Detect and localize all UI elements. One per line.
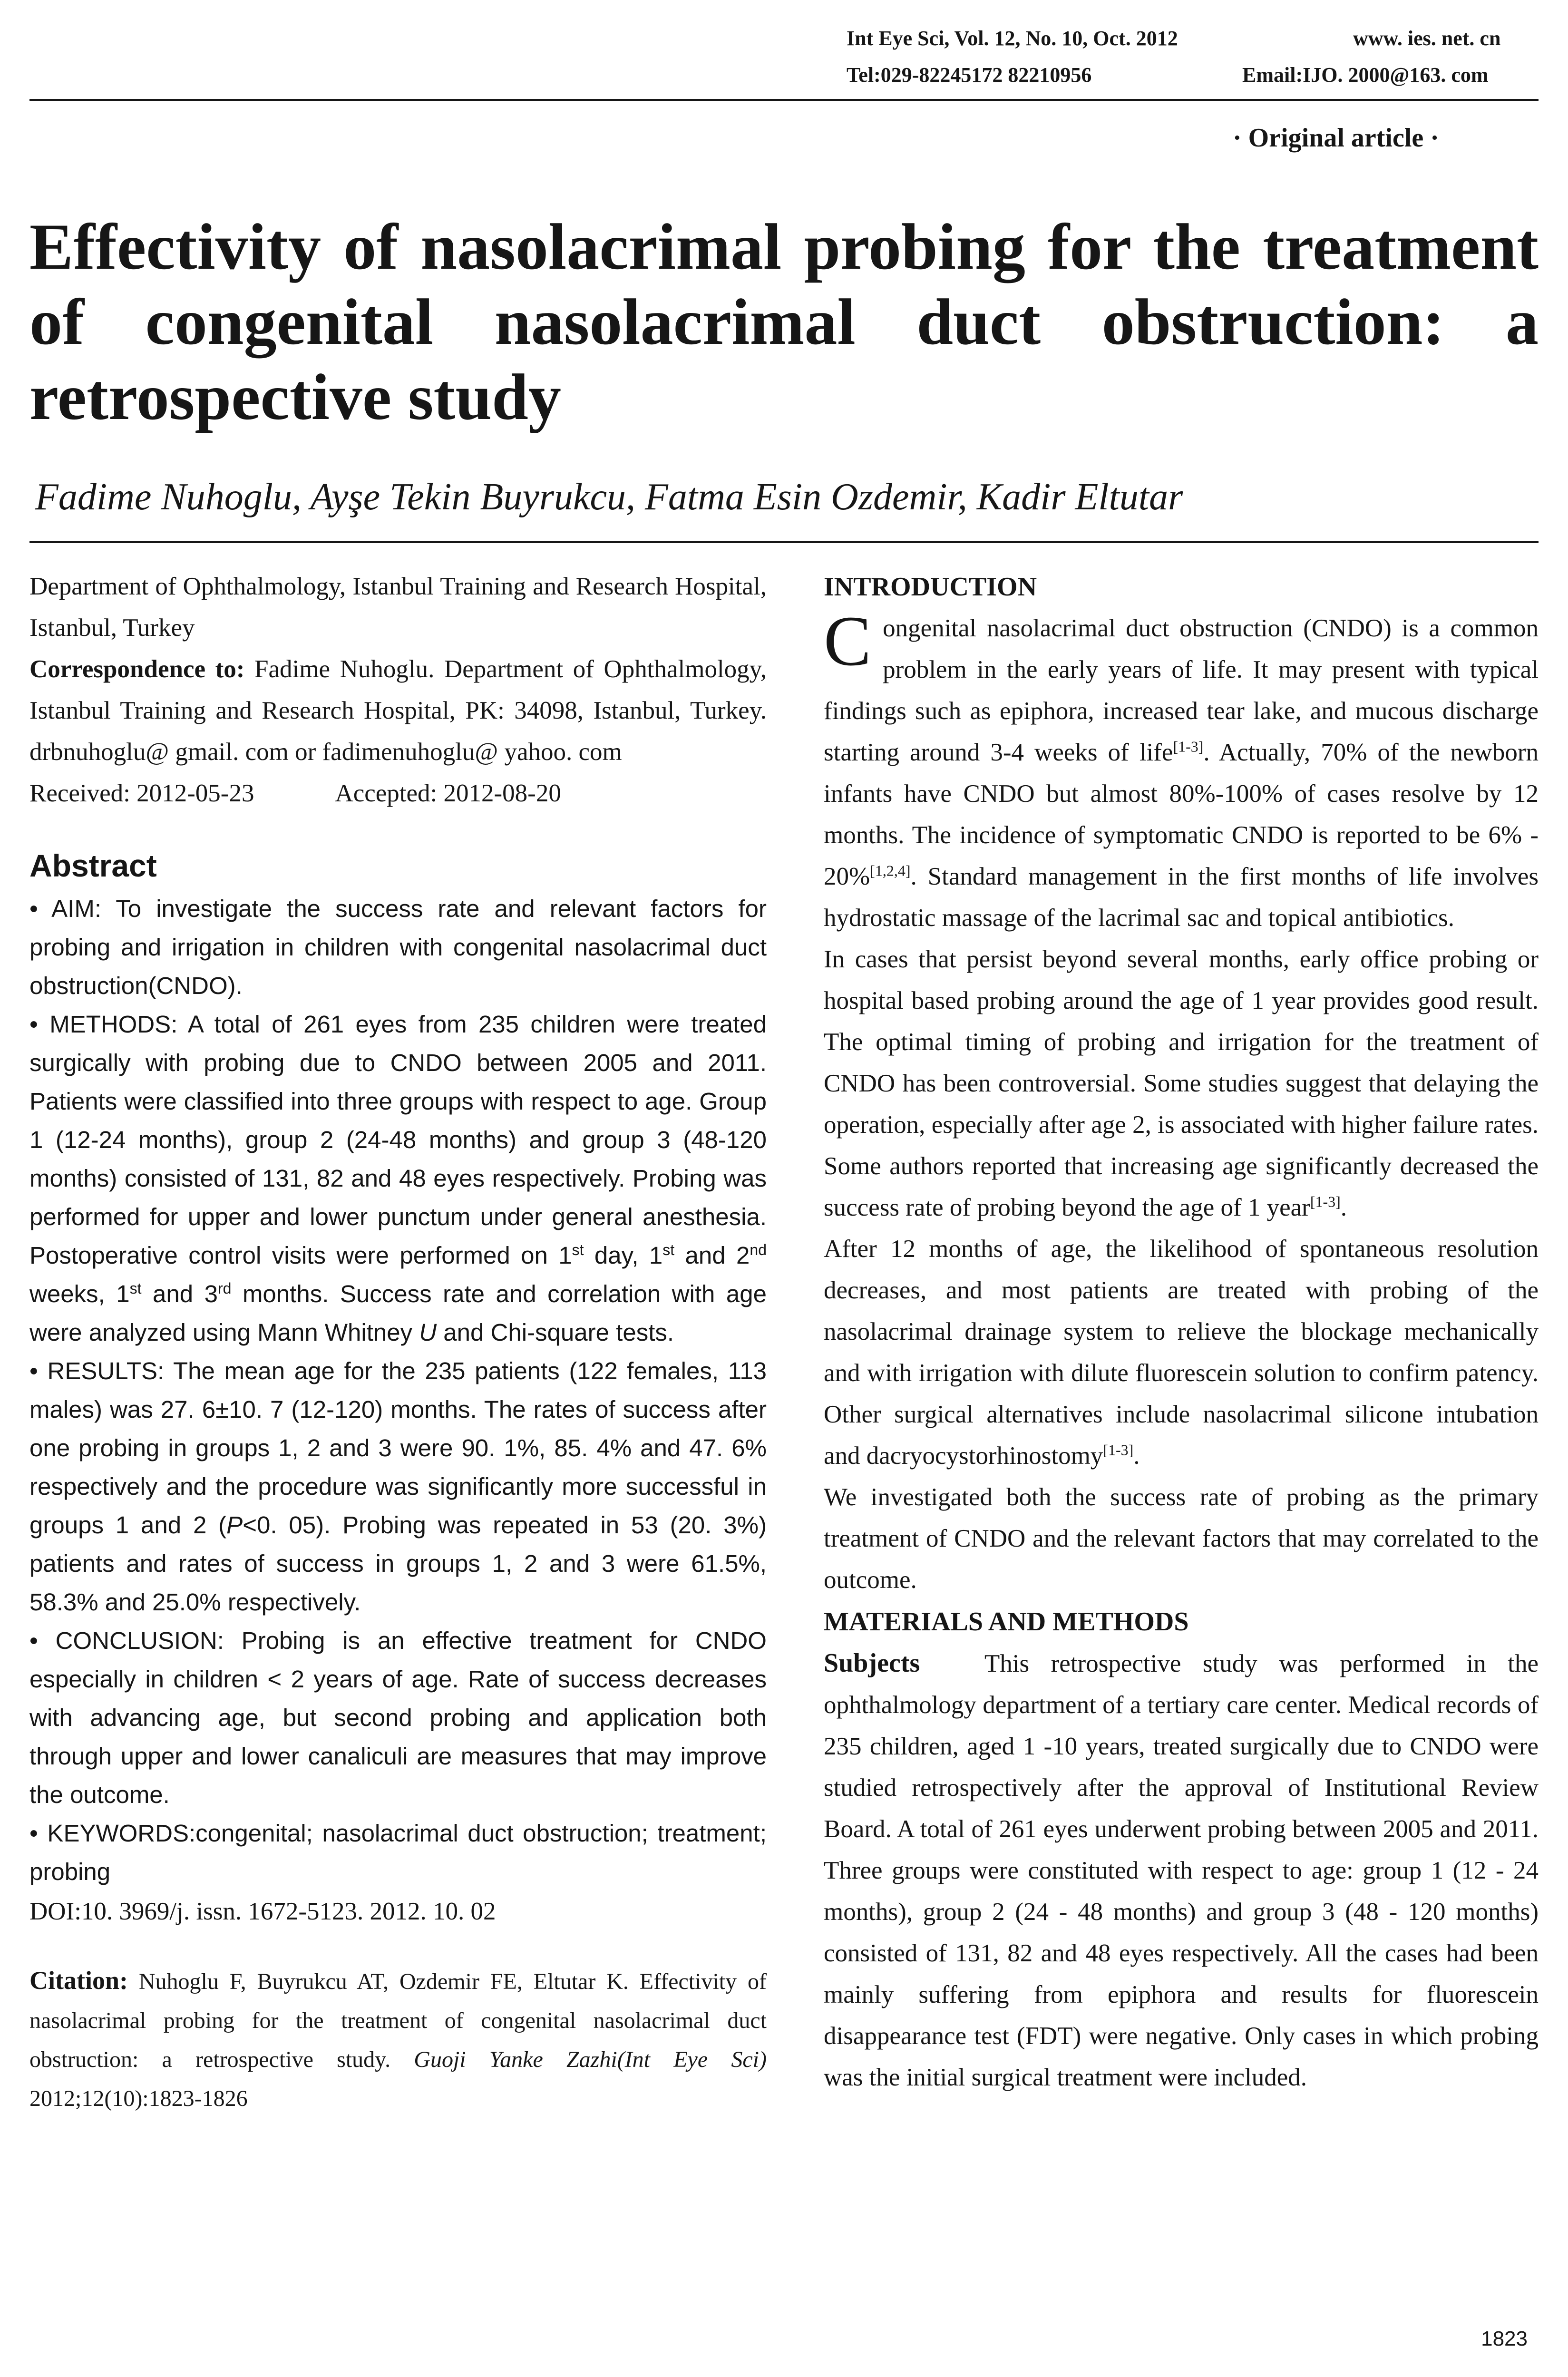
author-list: Fadime Nuhoglu, Ayşe Tekin Buyrukcu, Fatma Esin Ozdemir, Kadir Eltutar <box>35 476 1183 518</box>
conclusion-label: • CONCLUSION: <box>29 1627 224 1654</box>
dates <box>29 773 767 814</box>
citation <box>29 1961 767 2118</box>
subjects-paragraph <box>824 1643 1545 2098</box>
citation-text: Nuhoglu F, Buyrukcu AT, Ozdemir FE, Eltutar K. Effectivity of nasolacrimal probing for the treatment of congenital nasolacrimal duct obstruction: a retrospective study. <box>29 1969 767 2072</box>
journal-info: Int Eye Sci, Vol. 12, No. 10, Oct. 2012 <box>847 27 1178 50</box>
intro-paragraph: We investigated both the success rate of probing as the primary treatment of CNDO and the relevant factors that may correlated to the outcome. <box>824 1483 1539 1594</box>
header-rule <box>29 99 1539 101</box>
journal-email[interactable]: Email:IJO. 2000@163. com <box>1242 63 1489 87</box>
results-label: • RESULTS: <box>29 1357 165 1384</box>
citation-label: Citation: <box>29 1966 128 1995</box>
abstract-aim <box>29 889 767 1005</box>
intro-text: . Standard management in the first months of life involves hydrostatic massage of the lacrimal sac and topical antibiotics. <box>824 863 1539 932</box>
results-p: P <box>226 1511 243 1539</box>
journal-tel: Tel:029-82245172 82210956 <box>847 63 1092 87</box>
intro-paragraph: After 12 months of age, the likelihood of spontaneous resolution decreases, and most patients are treated with probing of the nasolacrimal drainage system to relieve the blockage mechanically and with irrigation with dilute fluorescein solution to confirm patency. Other surgical alternatives include nasolacrimal silicone intubation and dacryocystorhinostomy[1-3]. <box>824 1235 1539 1470</box>
superscript: rd <box>217 1280 232 1297</box>
citation-journal: Guoji Yanke Zazhi(Int Eye Sci) <box>414 2047 767 2072</box>
methods-text: day, 1 <box>584 1242 663 1269</box>
reference[interactable]: [1-3] <box>1103 1441 1134 1459</box>
abstract-methods <box>29 1005 767 1352</box>
superscript: st <box>129 1280 142 1297</box>
methods-heading: MATERIALS AND METHODS <box>824 1607 1189 1637</box>
methods-text: and 3 <box>141 1280 218 1307</box>
journal-website[interactable]: www. ies. net. cn <box>1353 27 1501 50</box>
reference[interactable]: [1-3] <box>1310 1193 1341 1210</box>
subjects-text: This retrospective study was performed in the ophthalmology department of a tertiary care center. Medical records of 235 children, aged 1 -10 years, treated surgically due to CNDO were studied retrospectively after the approval of Institutional Review Board. A total of 261 eyes underwent probing between 2005 and 2011. Three groups were constituted with respect to age: group 1 (12 - 24 months), group 2 (24 - 48 months) and group 3 (48 - 120 months) consisted of 131, 82 and 48 eyes respectively. All the cases had been mainly suffering from epiphora and results for fluorescein disappearance test (FDT) were negative. Only cases in which probing was the initial surgical treatment were included. <box>824 1650 1545 2091</box>
subjects-label: Subjects <box>824 1648 920 1678</box>
superscript: nd <box>750 1241 767 1258</box>
drop-cap: C <box>824 602 872 681</box>
reference[interactable]: [1,2,4] <box>870 862 911 879</box>
correspondence-text: Fadime Nuhoglu. Department of Ophthalmology, Istanbul Training and Research Hospital, PK: 34098, Istanbul, Turkey. drbnuhoglu@ gmail. com or fadimenuhoglu@ yahoo. com <box>29 655 767 766</box>
left-column <box>29 566 767 2118</box>
intro-text: ongenital nasolacrimal duct obstruction (CNDO) is a common problem in the early years of life. It may present with typical findings such as epiphora, increased tear lake, and mucous discharge starting around 3-4 weeks of life <box>824 614 1539 766</box>
accepted-date: Accepted: 2012-08-20 <box>335 779 561 807</box>
methods-text: weeks, 1 <box>29 1280 130 1307</box>
intro-paragraph: In cases that persist beyond several months, early office probing or hospital based probing around the age of 1 year provides good result. The optimal timing of probing and irrigation for the treatment of CNDO has been controversial. Some studies suggest that delaying the operation, especially after age 2, is associated with higher failure rates. Some authors reported that increasing age significantly decreased the success rate of probing beyond the age of 1 year[1-3]. <box>824 945 1539 1221</box>
intro-text: . Actually, 70% of the newborn infants have CNDO but almost 80%-100% of cases resolve by 12 months. The incidence of symptomatic CNDO is reported to be 6% - 20% <box>824 739 1539 890</box>
superscript: st <box>572 1241 584 1258</box>
paper-title: Effectivity of nasolacrimal probing for the treatment of congenital nasolacrimal duct obstruction: a retrospective study <box>29 210 1539 433</box>
intro-text: In cases that persist beyond several months, early office probing or hospital based probing around the age of 1 year provides good result. The optimal timing of probing and irrigation for the treatment of CNDO has been controversial. Some studies suggest that delaying the operation, especially after age 2, is associated with higher failure rates. Some authors reported that increasing age significantly decreased the success rate of probing beyond the age of 1 year <box>824 945 1539 1221</box>
correspondence-label: Correspondence to: <box>29 655 245 683</box>
aim-text: To investigate the success rate and relevant factors for probing and irrigation in children with congenital nasolacrimal duct obstruction(CNDO). <box>29 895 767 999</box>
results-text: The mean age for the 235 patients (122 females, 113 males) was 27. 6±10. 7 (12-120) months. The rates of success after one probing in groups 1, 2 and 3 were 90. 1%, 85. 4% and 47. 6% respectively and the procedure was significantly more successful in groups 1 and 2 ( <box>29 1357 767 1539</box>
page-number: 1823 <box>1481 2327 1528 2350</box>
affiliation: Department of Ophthalmology, Istanbul Training and Research Hospital, Istanbul, Turkey <box>29 573 767 642</box>
doi[interactable]: DOI:10. 3969/j. issn. 1672-5123. 2012. 10. 02 <box>29 1898 496 1925</box>
methods-label: • METHODS: <box>29 1011 178 1038</box>
methods-text: and Chi-square tests. <box>437 1319 674 1346</box>
right-column <box>824 566 1545 2098</box>
methods-u: U <box>419 1319 437 1346</box>
results-text: <0. 05). Probing was repeated in 53 (20. 3%) patients and rates of success in groups 1, 2 and 3 were 61.5%, 58.3% and 25.0% respectively. <box>29 1511 767 1616</box>
intro-paragraph <box>824 602 1539 939</box>
correspondence <box>29 649 767 773</box>
intro-text: After 12 months of age, the likelihood of spontaneous resolution decreases, and most patients are treated with probing of the nasolacrimal drainage system to relieve the blockage mechanically and with irrigation with dilute fluorescein solution to confirm patency. Other surgical alternatives include nasolacrimal silicone intubation and dacryocystorhinostomy <box>824 1235 1539 1470</box>
introduction-heading: INTRODUCTION <box>824 572 1037 602</box>
received-date: Received: 2012-05-23 <box>29 779 254 807</box>
aim-label: • AIM: <box>29 895 102 922</box>
abstract-conclusion <box>29 1621 767 1814</box>
article-type: · Original article · <box>1233 123 1439 153</box>
superscript: st <box>662 1241 675 1258</box>
abstract-keywords: • KEYWORDS:congenital; nasolacrimal duct obstruction; treatment; probing <box>29 1820 767 1885</box>
title-rule <box>29 541 1539 543</box>
abstract-results <box>29 1352 767 1621</box>
conclusion-text: Probing is an effective treatment for CNDO especially in children < 2 years of age. Rate of success decreases with advancing age, but second probing and application both through upper and lower canaliculi are measures that may improve the outcome. <box>29 1627 767 1808</box>
citation-tail: 2012;12(10):1823-1826 <box>29 2086 248 2111</box>
reference[interactable]: [1-3] <box>1173 738 1204 755</box>
abstract-heading: Abstract <box>29 848 157 883</box>
methods-text: months. Success rate and correlation with age were analyzed using Mann Whitney <box>29 1280 767 1346</box>
methods-text: A total of 261 eyes from 235 children were treated surgically with probing due to CNDO between 2005 and 2011. Patients were classified into three groups with respect to age. Group 1 (12-24 months), group 2 (24-48 months) and group 3 (48-120 months) consisted of 131, 82 and 48 eyes respectively. Probing was performed for upper and lower punctum under general anesthesia. Postoperative control visits were performed on 1 <box>29 1011 767 1269</box>
methods-text: and 2 <box>674 1242 750 1269</box>
